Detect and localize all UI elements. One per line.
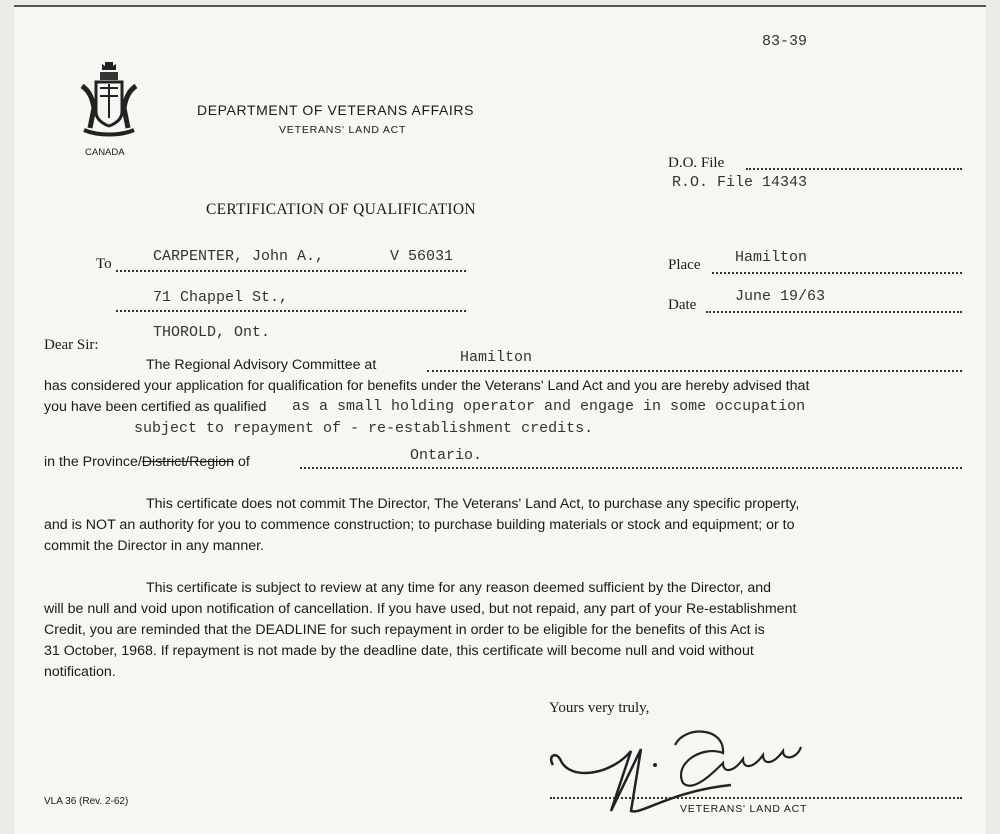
date-value: June 19/63 — [735, 288, 826, 305]
closing: Yours very truly, — [549, 700, 650, 716]
committee-place: Hamilton — [460, 349, 533, 366]
salutation: Dear Sir: — [44, 337, 99, 353]
form-number: VLA 36 (Rev. 2-62) — [44, 796, 129, 807]
to-line-1 — [116, 270, 466, 272]
place-value: Hamilton — [735, 249, 808, 266]
province-label-end: of — [234, 454, 250, 470]
province-label-struck: District/Region — [141, 454, 235, 470]
paragraph-2-line-3: commit the Director in any manner. — [44, 538, 264, 554]
recipient-name: CARPENTER, John A., — [153, 248, 325, 265]
signature-line — [550, 797, 962, 799]
reference-number: 83-39 — [762, 33, 808, 50]
paragraph-3-line-4: 31 October, 1968. If repayment is not made by the deadline date, this certificate will become null and void without — [44, 643, 754, 659]
province-label-start: in the Province/ — [44, 454, 142, 470]
province-line — [300, 467, 962, 469]
recipient-number: V 56031 — [390, 248, 454, 265]
place-line — [712, 272, 962, 274]
qualification-typed-2: subject to repayment of - re-establishment credits. — [134, 420, 594, 437]
province-value: Ontario. — [410, 447, 483, 464]
document-title: CERTIFICATION OF QUALIFICATION — [206, 201, 476, 218]
committee-intro: The Regional Advisory Committee at — [146, 357, 377, 373]
recipient-street: 71 Chappel St., — [153, 289, 289, 306]
paragraph-3-line-5: notification. — [44, 664, 116, 680]
qualification-typed-1: as a small holding operator and engage in some occupation — [292, 398, 806, 415]
paragraph-2-line-2: and is NOT an authority for you to commence construction; to purchase building materials or stock and equipment; or to — [44, 517, 795, 533]
paragraph-3-line-3: Credit, you are reminded that the DEADLINE for such repayment in order to be eligible for the benefits of this Act is — [44, 622, 765, 638]
date-line — [706, 311, 962, 313]
do-file-line — [746, 168, 962, 170]
to-label: To — [96, 256, 112, 272]
canada-label: CANADA — [85, 147, 125, 158]
place-label: Place — [668, 257, 701, 273]
date-label: Date — [668, 297, 697, 313]
canada-coat-of-arms-icon — [78, 60, 140, 145]
ro-file: R.O. File 14343 — [672, 174, 808, 191]
do-file-label: D.O. File — [668, 155, 725, 171]
paragraph-1-line-1: has considered your application for qualification for benefits under the Veterans' Land Act and you are hereby advised that — [44, 378, 810, 394]
department-name: DEPARTMENT OF VETERANS AFFAIRS — [197, 102, 475, 118]
to-line-2 — [116, 310, 466, 312]
paragraph-3-line-2: will be null and void upon notification of cancellation. If you have used, but not repaid, any part of your Re-establishment — [44, 601, 797, 617]
committee-line — [427, 370, 962, 372]
recipient-city: THOROLD, Ont. — [153, 324, 271, 341]
paragraph-3-line-1: This certificate is subject to review at any time for any reason deemed sufficient by the Director, and — [146, 580, 772, 596]
act-name: VETERANS' LAND ACT — [279, 124, 407, 136]
province-label — [44, 452, 250, 473]
paragraph-2-line-1: This certificate does not commit The Director, The Veterans' Land Act, to purchase any specific property, — [146, 496, 800, 512]
paragraph-1-line-2: you have been certified as qualified — [44, 399, 267, 415]
signature-caption: VETERANS' LAND ACT — [680, 803, 808, 815]
